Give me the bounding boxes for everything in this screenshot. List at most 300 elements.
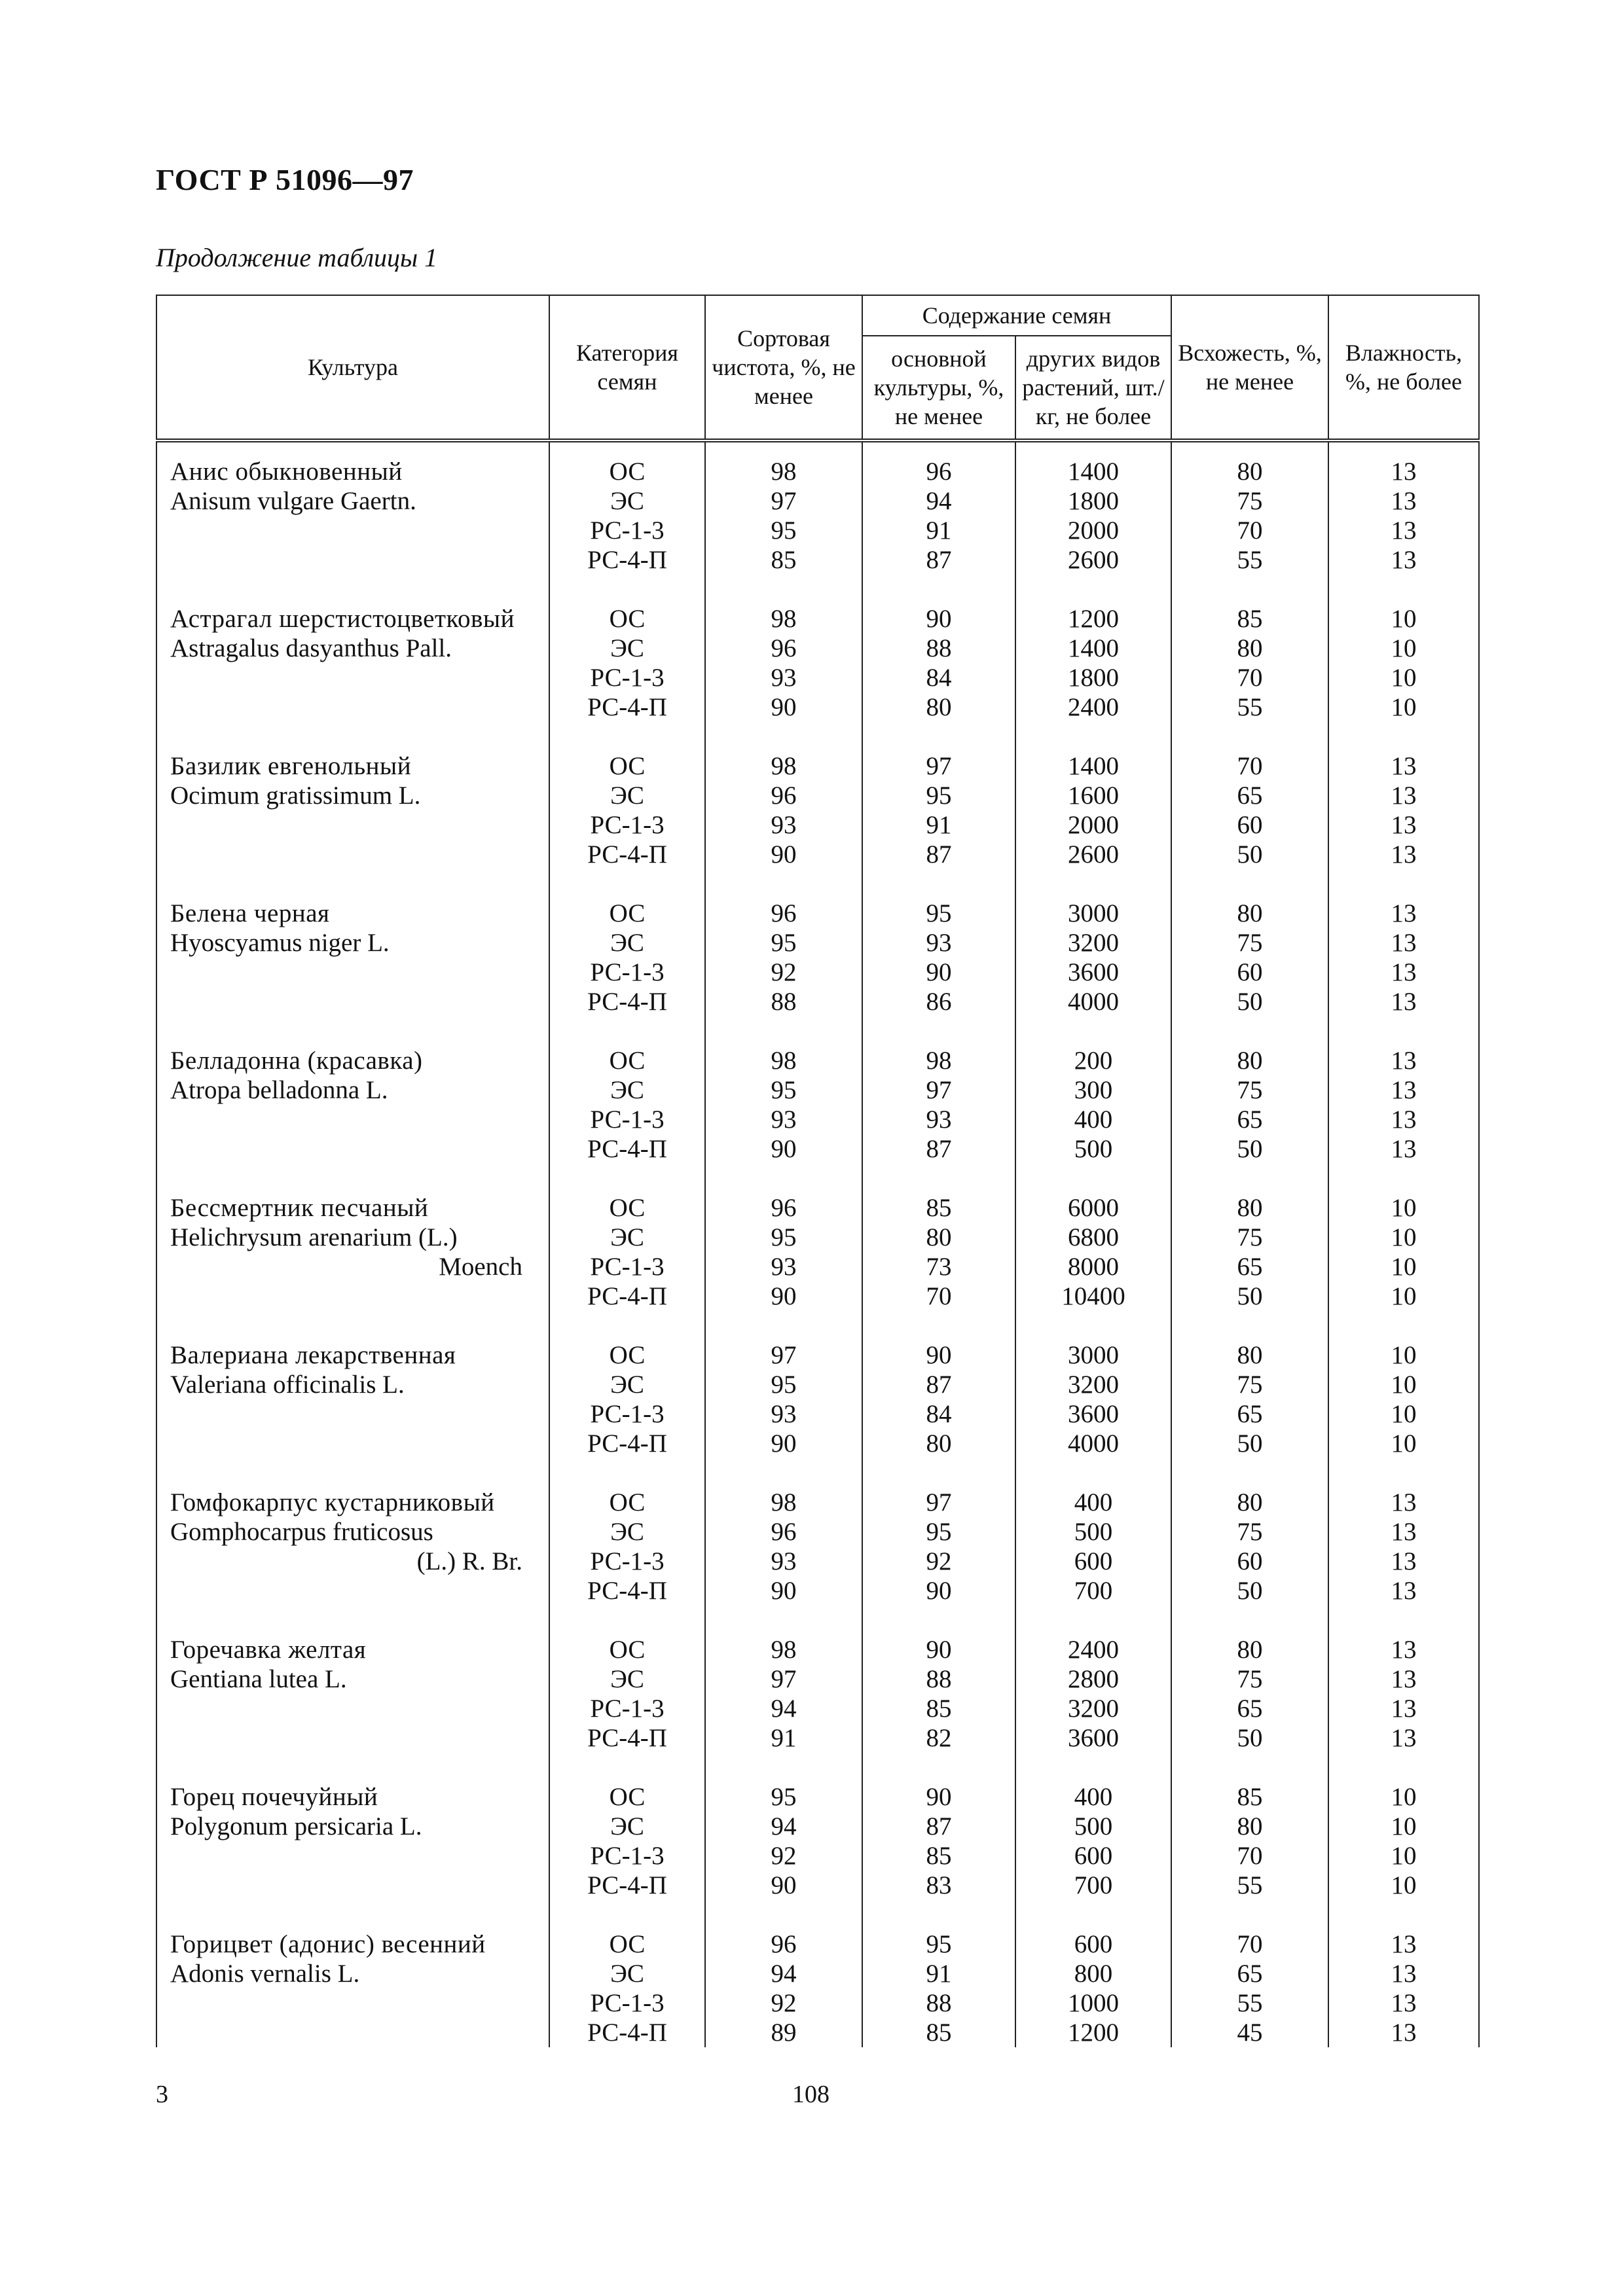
- main-crop-cell: 90: [862, 1576, 1015, 1605]
- culture-cell: [156, 1635, 549, 1664]
- moisture-cell: 10: [1328, 1782, 1479, 1812]
- culture-cell: [156, 1488, 549, 1517]
- main-crop-cell: 84: [862, 1399, 1015, 1429]
- germination-cell: 75: [1171, 1223, 1328, 1252]
- seed-category-cell: РС-4-П: [549, 1871, 705, 1900]
- other-species-cell: 1000: [1015, 1988, 1171, 2018]
- germination-cell: 50: [1171, 1576, 1328, 1605]
- moisture-cell: 13: [1328, 899, 1479, 928]
- spacer-row: [156, 1458, 1479, 1488]
- other-species-cell: 4000: [1015, 987, 1171, 1016]
- purity-cell: 95: [705, 1075, 862, 1105]
- spacer-cell: [1171, 1458, 1328, 1488]
- seed-category-cell: РС-1-3: [549, 1841, 705, 1871]
- main-crop-cell: 97: [862, 751, 1015, 781]
- germination-cell: 75: [1171, 486, 1328, 516]
- main-crop-cell: 85: [862, 1193, 1015, 1223]
- document-title: ГОСТ Р 51096—97: [156, 163, 414, 196]
- other-species-cell: 2600: [1015, 545, 1171, 575]
- table-row: [156, 634, 1479, 663]
- germination-cell: 55: [1171, 1988, 1328, 2018]
- other-species-cell: 1800: [1015, 486, 1171, 516]
- germination-cell: 55: [1171, 545, 1328, 575]
- table-row: [156, 692, 1479, 722]
- other-species-cell: 600: [1015, 1929, 1171, 1959]
- germination-cell: 75: [1171, 1517, 1328, 1547]
- culture-cell: [156, 1694, 549, 1723]
- germination-cell: 50: [1171, 1134, 1328, 1164]
- main-crop-cell: 90: [862, 1782, 1015, 1812]
- table-row: [156, 1252, 1479, 1282]
- spacer-cell: [549, 1753, 705, 1782]
- purity-cell: 90: [705, 1429, 862, 1458]
- germination-cell: 50: [1171, 1282, 1328, 1311]
- germination-cell: 65: [1171, 1252, 1328, 1282]
- table-row: [156, 1134, 1479, 1164]
- germination-cell: 65: [1171, 1105, 1328, 1134]
- spacer-cell: [1015, 1753, 1171, 1782]
- moisture-cell: 13: [1328, 1576, 1479, 1605]
- main-crop-cell: 84: [862, 663, 1015, 692]
- table-row: [156, 545, 1479, 575]
- moisture-cell: 13: [1328, 1046, 1479, 1075]
- culture-name-lat: Polygonum persicaria L.: [170, 1812, 422, 1840]
- germination-cell: 85: [1171, 604, 1328, 634]
- purity-cell: 85: [705, 545, 862, 575]
- main-crop-cell: 90: [862, 1635, 1015, 1664]
- other-species-cell: 3600: [1015, 1399, 1171, 1429]
- main-crop-cell: 80: [862, 1429, 1015, 1458]
- spacer-row: [156, 1900, 1479, 1929]
- main-crop-cell: 80: [862, 692, 1015, 722]
- seed-category-cell: ЭС: [549, 486, 705, 516]
- spacer-cell: [1171, 440, 1328, 457]
- germination-cell: 70: [1171, 663, 1328, 692]
- table-row: [156, 810, 1479, 840]
- main-crop-cell: 91: [862, 810, 1015, 840]
- culture-cell: [156, 1340, 549, 1370]
- germination-cell: 55: [1171, 692, 1328, 722]
- moisture-cell: 13: [1328, 840, 1479, 869]
- header-seed-content: Содержание семян: [862, 295, 1171, 336]
- culture-cell: [156, 810, 549, 840]
- culture-cell: [156, 1988, 549, 2018]
- culture-cell: [156, 692, 549, 722]
- spacer-cell: [1171, 1753, 1328, 1782]
- spacer-cell: [549, 1016, 705, 1046]
- moisture-cell: 13: [1328, 1635, 1479, 1664]
- table-row: [156, 1223, 1479, 1252]
- culture-cell: [156, 1282, 549, 1311]
- other-species-cell: 2000: [1015, 516, 1171, 545]
- culture-name-lat: Astragalus dasyanthus Pall.: [170, 634, 452, 662]
- spacer-cell: [862, 869, 1015, 899]
- spacer-cell: [156, 1164, 549, 1193]
- spacer-row: [156, 440, 1479, 457]
- moisture-cell: 13: [1328, 1694, 1479, 1723]
- culture-cell: [156, 1782, 549, 1812]
- culture-name-lat: (L.) R. Br.: [416, 1547, 522, 1575]
- culture-cell: [156, 1075, 549, 1105]
- spacer-cell: [1328, 869, 1479, 899]
- germination-cell: 80: [1171, 634, 1328, 663]
- moisture-cell: 10: [1328, 692, 1479, 722]
- table-row: [156, 928, 1479, 958]
- purity-cell: 98: [705, 1488, 862, 1517]
- spacer-cell: [156, 1900, 549, 1929]
- spacer-cell: [862, 440, 1015, 457]
- spacer-cell: [1171, 575, 1328, 604]
- culture-cell: [156, 1812, 549, 1841]
- purity-cell: 95: [705, 1782, 862, 1812]
- culture-name-lat: Gomphocarpus fruticosus: [170, 1518, 433, 1546]
- moisture-cell: 13: [1328, 1547, 1479, 1576]
- spacer-cell: [1328, 1900, 1479, 1929]
- germination-cell: 65: [1171, 1399, 1328, 1429]
- spacer-cell: [1015, 440, 1171, 457]
- moisture-cell: 13: [1328, 2018, 1479, 2047]
- table-row: [156, 1841, 1479, 1871]
- main-crop-cell: 98: [862, 1046, 1015, 1075]
- table-row: [156, 1782, 1479, 1812]
- main-crop-cell: 95: [862, 1929, 1015, 1959]
- spacer-cell: [1171, 1900, 1328, 1929]
- seed-category-cell: ЭС: [549, 781, 705, 810]
- moisture-cell: 13: [1328, 516, 1479, 545]
- header-purity: Сортовая чистота, %, не менее: [705, 295, 862, 440]
- seed-category-cell: РС-4-П: [549, 1282, 705, 1311]
- table-row: [156, 663, 1479, 692]
- culture-cell: [156, 928, 549, 958]
- table-row: [156, 751, 1479, 781]
- purity-cell: 97: [705, 486, 862, 516]
- spacer-row: [156, 722, 1479, 751]
- culture-name-ru: Горечавка желтая: [170, 1636, 367, 1664]
- seed-category-cell: ОС: [549, 1635, 705, 1664]
- purity-cell: 93: [705, 1399, 862, 1429]
- purity-cell: 90: [705, 1576, 862, 1605]
- spacer-cell: [549, 1164, 705, 1193]
- seed-category-cell: РС-1-3: [549, 1105, 705, 1134]
- purity-cell: 92: [705, 1841, 862, 1871]
- germination-cell: 50: [1171, 1429, 1328, 1458]
- other-species-cell: 1600: [1015, 781, 1171, 810]
- main-crop-cell: 85: [862, 1841, 1015, 1871]
- main-crop-cell: 88: [862, 634, 1015, 663]
- spacer-cell: [1015, 722, 1171, 751]
- culture-name-lat: Ocimum gratissimum L.: [170, 781, 421, 810]
- seed-category-cell: ЭС: [549, 1223, 705, 1252]
- culture-cell: [156, 751, 549, 781]
- purity-cell: 93: [705, 663, 862, 692]
- purity-cell: 96: [705, 781, 862, 810]
- spacer-cell: [156, 869, 549, 899]
- culture-cell: [156, 1105, 549, 1134]
- header-category: Категория семян: [549, 295, 705, 440]
- culture-cell: [156, 958, 549, 987]
- culture-cell: [156, 516, 549, 545]
- spacer-cell: [1015, 1016, 1171, 1046]
- other-species-cell: 4000: [1015, 1429, 1171, 1458]
- table-row: [156, 1488, 1479, 1517]
- germination-cell: 75: [1171, 928, 1328, 958]
- spacer-cell: [1015, 1311, 1171, 1340]
- culture-name-ru: Гомфокарпус кустарниковый: [170, 1488, 495, 1516]
- spacer-cell: [549, 1605, 705, 1635]
- moisture-cell: 10: [1328, 1370, 1479, 1399]
- main-crop-cell: 88: [862, 1664, 1015, 1694]
- spacer-cell: [1015, 1458, 1171, 1488]
- other-species-cell: 3200: [1015, 1694, 1171, 1723]
- seed-category-cell: ОС: [549, 1782, 705, 1812]
- culture-cell: [156, 1252, 549, 1282]
- spacer-cell: [156, 1753, 549, 1782]
- spacer-cell: [549, 1900, 705, 1929]
- seed-category-cell: ЭС: [549, 1517, 705, 1547]
- culture-name-ru: Белладонна (красавка): [170, 1047, 423, 1075]
- germination-cell: 80: [1171, 1635, 1328, 1664]
- moisture-cell: 13: [1328, 1664, 1479, 1694]
- culture-cell: [156, 1429, 549, 1458]
- germination-cell: 50: [1171, 1723, 1328, 1753]
- seed-category-cell: ОС: [549, 1340, 705, 1370]
- table-row: [156, 1046, 1479, 1075]
- spacer-cell: [156, 575, 549, 604]
- moisture-cell: 13: [1328, 751, 1479, 781]
- seed-category-cell: ОС: [549, 457, 705, 486]
- seed-category-cell: РС-4-П: [549, 1429, 705, 1458]
- culture-name-ru: Горец почечуйный: [170, 1783, 378, 1811]
- moisture-cell: 10: [1328, 1193, 1479, 1223]
- seed-standards-table: [156, 295, 1480, 2047]
- germination-cell: 85: [1171, 1782, 1328, 1812]
- germination-cell: 65: [1171, 1959, 1328, 1988]
- germination-cell: 50: [1171, 840, 1328, 869]
- table-row: [156, 1576, 1479, 1605]
- spacer-cell: [1328, 1458, 1479, 1488]
- main-crop-cell: 95: [862, 781, 1015, 810]
- other-species-cell: 400: [1015, 1105, 1171, 1134]
- purity-cell: 95: [705, 1370, 862, 1399]
- table-row: [156, 958, 1479, 987]
- seed-category-cell: РС-1-3: [549, 958, 705, 987]
- main-crop-cell: 96: [862, 457, 1015, 486]
- seed-category-cell: РС-4-П: [549, 692, 705, 722]
- other-species-cell: 700: [1015, 1576, 1171, 1605]
- seed-category-cell: ЭС: [549, 1959, 705, 1988]
- table-row: [156, 604, 1479, 634]
- culture-cell: [156, 1370, 549, 1399]
- spacer-cell: [1328, 1016, 1479, 1046]
- spacer-cell: [862, 722, 1015, 751]
- table-row: [156, 781, 1479, 810]
- seed-category-cell: ЭС: [549, 1664, 705, 1694]
- spacer-cell: [705, 1164, 862, 1193]
- germination-cell: 70: [1171, 1841, 1328, 1871]
- seed-category-cell: РС-4-П: [549, 840, 705, 869]
- seed-category-cell: ЭС: [549, 1075, 705, 1105]
- other-species-cell: 2000: [1015, 810, 1171, 840]
- culture-name-ru: Бессмертник песчаный: [170, 1194, 429, 1222]
- culture-cell: [156, 457, 549, 486]
- germination-cell: 60: [1171, 958, 1328, 987]
- seed-category-cell: РС-1-3: [549, 663, 705, 692]
- spacer-cell: [705, 1900, 862, 1929]
- main-crop-cell: 82: [862, 1723, 1015, 1753]
- culture-name-ru: Белена черная: [170, 899, 330, 927]
- main-crop-cell: 97: [862, 1488, 1015, 1517]
- purity-cell: 89: [705, 2018, 862, 2047]
- purity-cell: 98: [705, 751, 862, 781]
- germination-cell: 80: [1171, 457, 1328, 486]
- spacer-cell: [156, 1458, 549, 1488]
- seed-category-cell: РС-1-3: [549, 1694, 705, 1723]
- purity-cell: 92: [705, 1988, 862, 2018]
- table-row: [156, 1075, 1479, 1105]
- moisture-cell: 10: [1328, 663, 1479, 692]
- page-number-left: 3: [156, 2081, 168, 2108]
- table-row: [156, 1635, 1479, 1664]
- purity-cell: 97: [705, 1664, 862, 1694]
- main-crop-cell: 90: [862, 958, 1015, 987]
- moisture-cell: 10: [1328, 1399, 1479, 1429]
- spacer-cell: [1171, 1605, 1328, 1635]
- other-species-cell: 2600: [1015, 840, 1171, 869]
- other-species-cell: 3600: [1015, 1723, 1171, 1753]
- purity-cell: 96: [705, 1929, 862, 1959]
- spacer-cell: [862, 1311, 1015, 1340]
- purity-cell: 90: [705, 840, 862, 869]
- moisture-cell: 10: [1328, 1340, 1479, 1370]
- table-row: [156, 899, 1479, 928]
- purity-cell: 94: [705, 1812, 862, 1841]
- main-crop-cell: 80: [862, 1223, 1015, 1252]
- other-species-cell: 3200: [1015, 1370, 1171, 1399]
- spacer-cell: [862, 1605, 1015, 1635]
- spacer-cell: [1328, 1605, 1479, 1635]
- germination-cell: 80: [1171, 1812, 1328, 1841]
- seed-category-cell: ОС: [549, 751, 705, 781]
- other-species-cell: 500: [1015, 1517, 1171, 1547]
- spacer-cell: [1171, 869, 1328, 899]
- purity-cell: 96: [705, 1517, 862, 1547]
- table-row: [156, 1547, 1479, 1576]
- seed-category-cell: ОС: [549, 604, 705, 634]
- moisture-cell: 13: [1328, 1105, 1479, 1134]
- culture-name-ru: Горицвет (адонис) весенний: [170, 1930, 486, 1958]
- culture-cell: [156, 899, 549, 928]
- spacer-cell: [705, 1753, 862, 1782]
- main-crop-cell: 90: [862, 1340, 1015, 1370]
- germination-cell: 80: [1171, 1193, 1328, 1223]
- germination-cell: 70: [1171, 751, 1328, 781]
- moisture-cell: 13: [1328, 1075, 1479, 1105]
- purity-cell: 93: [705, 1252, 862, 1282]
- moisture-cell: 10: [1328, 1812, 1479, 1841]
- seed-category-cell: РС-1-3: [549, 1547, 705, 1576]
- culture-cell: [156, 1664, 549, 1694]
- spacer-cell: [1328, 722, 1479, 751]
- table-row: [156, 1399, 1479, 1429]
- moisture-cell: 10: [1328, 1223, 1479, 1252]
- culture-cell: [156, 634, 549, 663]
- other-species-cell: 10400: [1015, 1282, 1171, 1311]
- other-species-cell: 1400: [1015, 751, 1171, 781]
- spacer-cell: [549, 869, 705, 899]
- culture-name-ru: Астрагал шерстистоцветковый: [170, 605, 515, 633]
- seed-category-cell: ОС: [549, 899, 705, 928]
- purity-cell: 94: [705, 1694, 862, 1723]
- main-crop-cell: 97: [862, 1075, 1015, 1105]
- other-species-cell: 2400: [1015, 1635, 1171, 1664]
- main-crop-cell: 87: [862, 1134, 1015, 1164]
- moisture-cell: 10: [1328, 1282, 1479, 1311]
- main-crop-cell: 87: [862, 840, 1015, 869]
- spacer-cell: [549, 575, 705, 604]
- culture-cell: [156, 1547, 549, 1576]
- spacer-cell: [549, 1458, 705, 1488]
- spacer-cell: [1328, 440, 1479, 457]
- table-row: [156, 1723, 1479, 1753]
- spacer-cell: [1015, 1900, 1171, 1929]
- other-species-cell: 3000: [1015, 899, 1171, 928]
- purity-cell: 90: [705, 692, 862, 722]
- other-species-cell: 600: [1015, 1841, 1171, 1871]
- purity-cell: 98: [705, 1046, 862, 1075]
- other-species-cell: 2800: [1015, 1664, 1171, 1694]
- other-species-cell: 3200: [1015, 928, 1171, 958]
- culture-name-lat: Valeriana officinalis L.: [170, 1371, 405, 1399]
- germination-cell: 70: [1171, 1929, 1328, 1959]
- culture-name-lat: Moench: [439, 1253, 522, 1281]
- seed-category-cell: РС-1-3: [549, 1252, 705, 1282]
- purity-cell: 96: [705, 1193, 862, 1223]
- moisture-cell: 10: [1328, 1252, 1479, 1282]
- table-row: [156, 1959, 1479, 1988]
- germination-cell: 60: [1171, 810, 1328, 840]
- germination-cell: 80: [1171, 1488, 1328, 1517]
- table-row: [156, 1694, 1479, 1723]
- main-crop-cell: 70: [862, 1282, 1015, 1311]
- seed-category-cell: РС-4-П: [549, 1134, 705, 1164]
- culture-cell: [156, 1959, 549, 1988]
- seed-category-cell: РС-4-П: [549, 545, 705, 575]
- spacer-row: [156, 1164, 1479, 1193]
- other-species-cell: 600: [1015, 1547, 1171, 1576]
- purity-cell: 90: [705, 1871, 862, 1900]
- purity-cell: 93: [705, 810, 862, 840]
- seed-category-cell: РС-4-П: [549, 1723, 705, 1753]
- spacer-cell: [862, 1753, 1015, 1782]
- spacer-cell: [705, 722, 862, 751]
- spacer-cell: [156, 1016, 549, 1046]
- germination-cell: 50: [1171, 987, 1328, 1016]
- purity-cell: 96: [705, 899, 862, 928]
- seed-category-cell: ЭС: [549, 1370, 705, 1399]
- other-species-cell: 500: [1015, 1134, 1171, 1164]
- culture-name-lat: Adonis vernalis L.: [170, 1960, 360, 1988]
- moisture-cell: 10: [1328, 634, 1479, 663]
- main-crop-cell: 95: [862, 899, 1015, 928]
- purity-cell: 98: [705, 457, 862, 486]
- other-species-cell: 1400: [1015, 457, 1171, 486]
- spacer-cell: [705, 1016, 862, 1046]
- spacer-cell: [1171, 1164, 1328, 1193]
- moisture-cell: 13: [1328, 987, 1479, 1016]
- spacer-cell: [1171, 722, 1328, 751]
- spacer-row: [156, 1605, 1479, 1635]
- spacer-cell: [1328, 1311, 1479, 1340]
